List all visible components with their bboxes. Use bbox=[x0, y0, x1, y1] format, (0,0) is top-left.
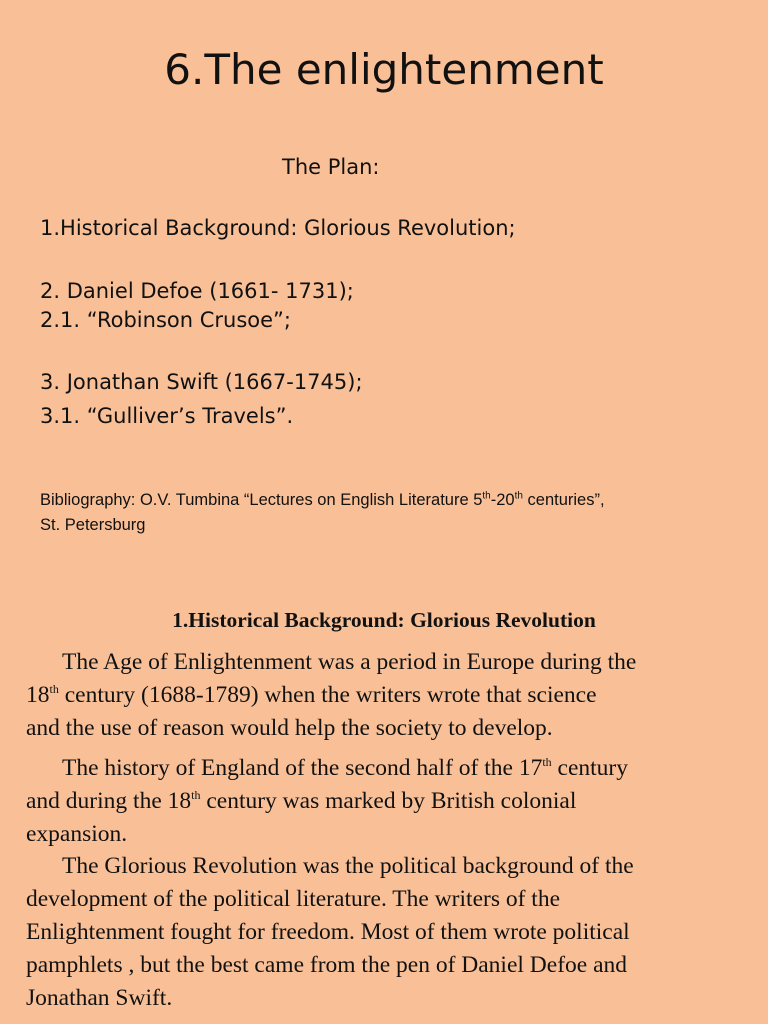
paragraph-line: expansion. bbox=[26, 821, 128, 847]
section-heading: 1.Historical Background: Glorious Revolution bbox=[172, 608, 596, 632]
bibliography-text: -20 bbox=[490, 491, 515, 509]
paragraph-line: and the use of reason would help the society to develop. bbox=[26, 715, 553, 741]
text-run: century bbox=[551, 755, 629, 781]
paragraph bbox=[26, 850, 756, 1015]
text-run: century (1688-1789) when the writers wrote that science bbox=[58, 682, 597, 708]
bibliography bbox=[40, 488, 740, 538]
superscript: th bbox=[191, 788, 201, 803]
plan-item: 3. Jonathan Swift (1667-1745); bbox=[40, 370, 363, 394]
text-run: The history of England of the second half of the 17 bbox=[62, 755, 543, 781]
bibliography-text: Bibliography: O.V. Tumbina “Lectures on English Literature 5 bbox=[40, 491, 483, 509]
plan-item: 3.1. “Gulliver’s Travels”. bbox=[40, 404, 294, 428]
paragraph-line: Enlightenment fought for freedom. Most of them wrote political bbox=[26, 919, 630, 945]
paragraph-line: The Age of Enlightenment was a period in Europe during the bbox=[62, 649, 637, 675]
paragraph bbox=[26, 752, 756, 851]
paragraph-line: development of the political literature. The writers of the bbox=[26, 886, 561, 912]
paragraph-line bbox=[26, 752, 756, 785]
bibliography-text: centuries”, bbox=[522, 491, 605, 509]
text-run: century was marked by British colonial bbox=[200, 788, 577, 814]
superscript: th bbox=[482, 490, 491, 502]
paragraph-line bbox=[26, 679, 756, 712]
superscript: th bbox=[542, 755, 552, 770]
superscript: th bbox=[514, 490, 523, 502]
paragraph-line: pamphlets , but the best came from the pen of Daniel Defoe and bbox=[26, 952, 628, 978]
text-run: and during the 18 bbox=[26, 788, 192, 814]
plan-item: 2.1. “Robinson Crusoe”; bbox=[40, 308, 291, 332]
paragraph bbox=[26, 646, 756, 745]
plan-item: 1.Historical Background: Glorious Revolution; bbox=[40, 216, 516, 240]
text-run: 18 bbox=[26, 682, 50, 708]
paragraph-line: Jonathan Swift. bbox=[26, 985, 173, 1011]
slide-title: 6.The enlightenment bbox=[164, 45, 604, 94]
paragraph-line bbox=[26, 785, 756, 818]
paragraph-line: The Glorious Revolution was the political background of the bbox=[62, 853, 634, 879]
plan-heading: The Plan: bbox=[282, 155, 380, 179]
bibliography-city: St. Petersburg bbox=[40, 516, 146, 534]
plan-item: 2. Daniel Defoe (1661- 1731); bbox=[40, 279, 354, 303]
superscript: th bbox=[49, 682, 59, 697]
